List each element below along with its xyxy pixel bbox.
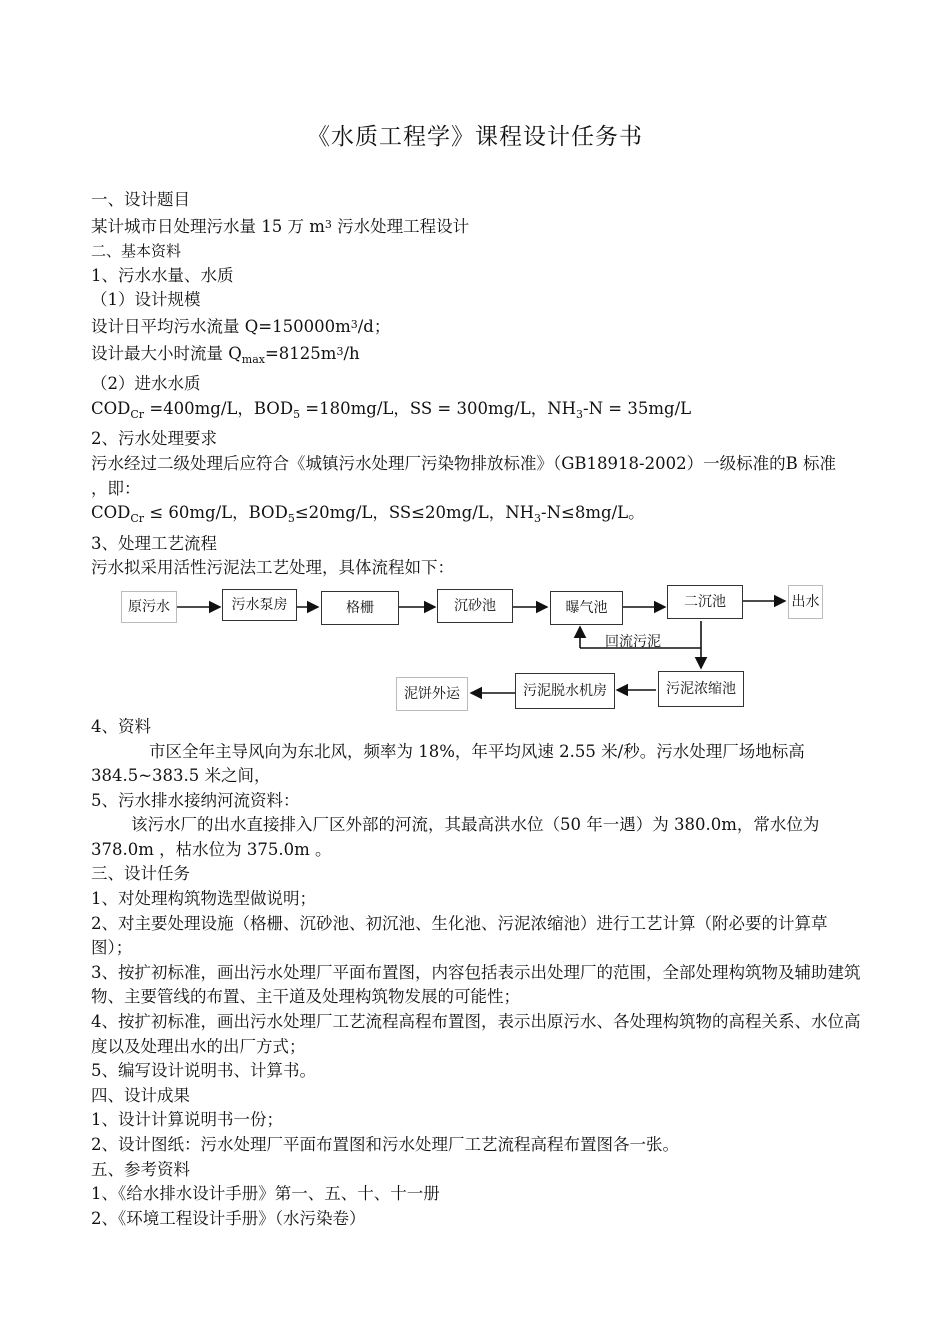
task-5: 5、编写设计说明书、计算书。 [91,1061,316,1081]
reference-1: 1、《给水排水设计手册》第一、五、十、十一册 [91,1184,440,1204]
item-data: 4、资料 [91,716,151,736]
e-nh-val: -N≤8mg/L。 [541,503,645,523]
e-bod-sub: 5 [287,512,295,526]
influent-quality-heading: （2）进水水质 [91,374,201,394]
e-cod-val: ≤ 60mg/L，BOD [144,503,288,523]
node-screen: 格栅 [321,591,399,625]
task-3: 3、按扩初标准，画出污水处理厂平面布置图，内容包括表示出处理厂的范围，全部处理构筑物及辅助建筑物、主要管线的布置、主干道及处理构筑物发展的可能性； [91,962,861,1007]
q-cod-sub: Cr [130,407,145,421]
river-info [91,813,861,862]
section-heading-2: 二、基本资料 [91,242,182,261]
influent-quality [91,397,861,428]
e-bod-val: ≤20mg/L，SS≤20mg/L，NH [294,503,535,523]
node-cake-disposal: 泥饼外运 [396,677,468,711]
section-heading-5: 五、参考资料 [91,1159,190,1179]
node-secondary-clarifier: 二沉池 [667,585,743,619]
page-title: 《水质工程学》课程设计任务书 [307,124,643,150]
process-flowchart [91,585,861,713]
max-flow-sub: max [241,352,265,366]
max-flow-unit: /h [343,343,360,363]
result-1: 1、设计计算说明书一份； [91,1110,283,1130]
section-heading-3: 三、设计任务 [91,864,190,884]
task-4: 4、按扩初标准，画出污水处理厂工艺流程高程布置图，表示出原污水、各处理构筑物的高程关系、水位高度以及处理出水的出厂方式； [91,1012,861,1056]
topic-text-end: 污水处理工程设计 [331,216,470,236]
design-topic [91,213,861,240]
avg-flow-unit: /d； [357,316,391,336]
treatment-req-comma: ，即： [91,478,141,498]
design-scale-heading: （1）设计规模 [91,290,201,310]
treatment-req-text: 污水经过二级处理后应符合《城镇污水处理厂污染物排放标准》（GB18918-2002）一级标准的B 标准 [91,453,836,473]
avg-flow-text: 设计日平均污水流量 Q=150000m [91,316,351,336]
e-nh-sub: 3 [534,512,542,526]
q-bod-val: =180mg/L，SS = 300mg/L，NH [300,398,577,418]
item-river: 5、污水排水接纳河流资料： [91,790,300,810]
avg-flow [91,313,861,340]
q-bod-sub: 5 [293,407,301,421]
river-info-text: 该污水厂的出水直接排入厂区外部的河流，其最高洪水位（50 年一遇）为 380.0m，常水位为 378.0m ，枯水位为 375.0m 。 [91,815,820,859]
node-raw-sewage: 原污水 [121,591,177,623]
max-flow-text: 设计最大小时流量 Q [91,343,242,363]
q-cod-val: =400mg/L，BOD [144,398,294,418]
max-flow-sup: 3 [336,344,344,358]
q-nh-sub: 3 [576,407,584,421]
e-cod: COD [91,503,131,523]
node-grit-chamber: 沉砂池 [437,589,513,623]
reference-2: 2、《环境工程设计手册》（水污染卷） [91,1208,366,1228]
site-info-text: 市区全年主导风向为东北风，频率为 18%，年平均风速 2.55 米/秒。污水处理厂场地标高 384.5~383.5 米之间， [91,741,805,786]
item-water-quantity: 1、污水水量、水质 [91,265,234,285]
return-sludge-label: 回流污泥 [605,633,661,650]
node-effluent: 出水 [788,585,823,619]
max-flow [91,340,861,373]
node-sludge-thickener: 污泥浓缩池 [658,671,744,707]
node-sludge-dewatering: 污泥脱水机房 [515,673,615,709]
item-process-flow: 3、处理工艺流程 [91,533,217,553]
topic-text: 某计城市日处理污水量 15 万 m [91,216,325,236]
task-1: 1、对处理构筑物选型做说明； [91,889,316,909]
section-heading-1: 一、设计题目 [91,190,190,209]
document-body [91,188,861,1231]
node-aeration-tank: 曝气池 [550,591,623,625]
q-cod: COD [91,398,131,418]
section-heading-4: 四、设计成果 [91,1085,190,1105]
task-2: 2、对主要处理设施（格栅、沉砂池、初沉池、生化池、污泥浓缩池）进行工艺计算（附必要的计算草图）； [91,913,828,958]
node-pump-house: 污水泵房 [222,589,297,621]
process-intro: 污水拟采用活性污泥法工艺处理，具体流程如下： [91,558,454,578]
topic-sup: 3 [324,217,332,231]
item-treatment-req: 2、污水处理要求 [91,429,217,449]
site-info [91,740,861,789]
q-nh-val: -N = 35mg/L [583,398,692,418]
avg-flow-sup: 3 [350,317,358,331]
e-cod-sub: Cr [130,512,145,526]
result-2: 2、设计图纸：污水处理厂平面布置图和污水处理厂工艺流程高程布置图各一张。 [91,1135,679,1154]
max-flow-value: =8125m [264,343,337,363]
effluent-quality [91,501,861,532]
